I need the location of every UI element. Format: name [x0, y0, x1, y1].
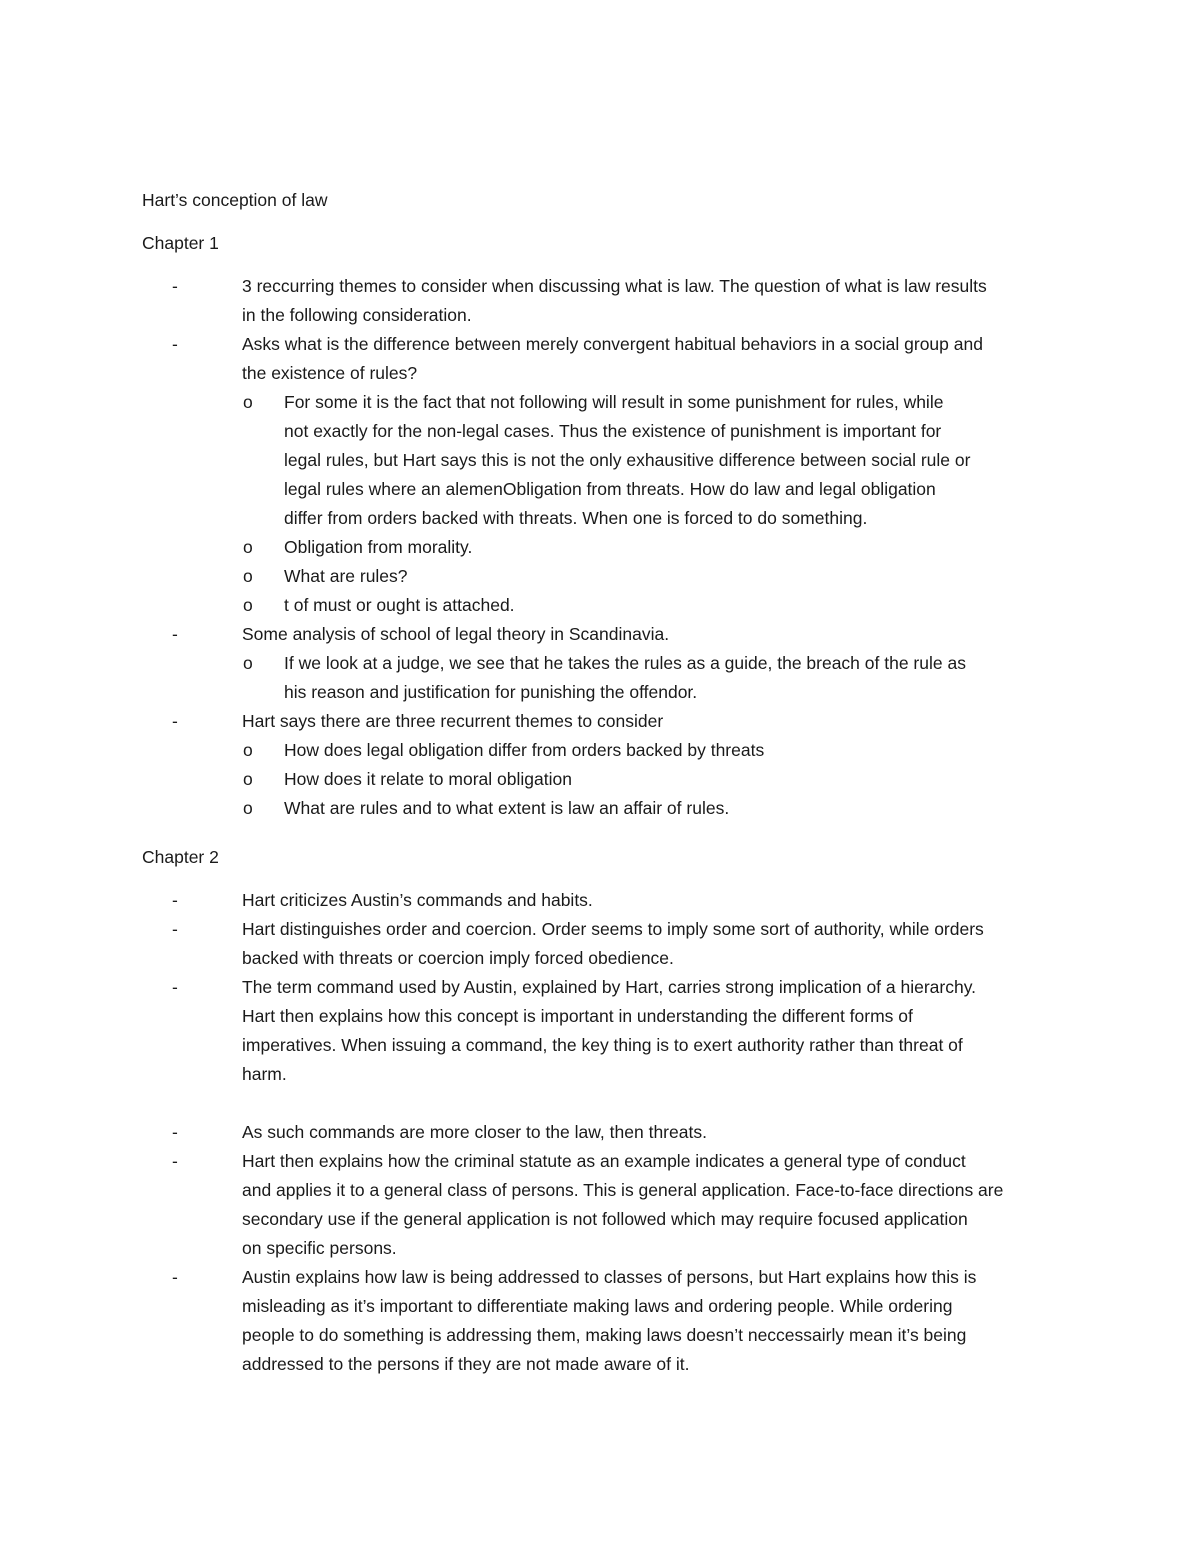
list-item-text	[242, 1118, 1072, 1147]
text-line: Hart distinguishes order and coercion. Order seems to imply some sort of authority, while orders	[242, 919, 984, 939]
text-line: Austin explains how law is being addressed to classes of persons, but Hart explains how this is	[242, 1267, 977, 1287]
bullet-dash-icon: -	[172, 919, 178, 939]
text-line: Hart then explains how the criminal statute as an example indicates a general type of conduct	[242, 1151, 966, 1171]
document-title: Hart’s conception of law	[142, 190, 328, 210]
chapter-heading: Chapter 1	[142, 233, 219, 253]
text-line: Some analysis of school of legal theory in Scandinavia.	[242, 624, 670, 644]
text-line: the existence of rules?	[242, 363, 418, 383]
list-item	[142, 915, 1072, 973]
text-line: The term command used by Austin, explained by Hart, carries strong implication of a hierarchy.	[242, 977, 977, 997]
list-item-text	[242, 272, 1072, 330]
text-line: people to do something is addressing them, making laws doesn’t neccessairly mean it’s being	[242, 1325, 967, 1345]
list-item	[142, 886, 1072, 915]
bullet-dash-icon: -	[172, 1122, 178, 1142]
text-line: As such commands are more closer to the law, then threats.	[242, 1122, 707, 1142]
list-item	[142, 1118, 1072, 1147]
text-line: legal rules, but Hart says this is not the only exhausitive difference between social rule or	[284, 450, 971, 470]
chapter-heading: Chapter 2	[142, 847, 219, 867]
text-line: How does it relate to moral obligation	[284, 769, 572, 789]
bullet-list	[142, 272, 1072, 823]
list-item-text	[242, 1263, 1072, 1379]
sub-list-item-text	[284, 649, 1072, 707]
text-line: his reason and justification for punishing the offendor.	[284, 682, 698, 702]
sub-list-item-text	[284, 562, 1072, 591]
bullet-circle-icon: o	[243, 392, 253, 412]
list-item-text	[242, 973, 1072, 1089]
text-line: t of must or ought is attached.	[284, 595, 515, 615]
text-line: imperatives. When issuing a command, the key thing is to exert authority rather than threat of	[242, 1035, 963, 1055]
document-body	[142, 186, 1072, 1399]
sub-list-item	[142, 533, 1072, 562]
sub-list-item	[142, 765, 1072, 794]
sub-list-item	[142, 794, 1072, 823]
sub-list-item-text	[284, 388, 1072, 533]
text-line: Obligation from morality.	[284, 537, 473, 557]
bullet-dash-icon: -	[172, 711, 178, 731]
text-line: misleading as it’s important to differentiate making laws and ordering people. While ordering	[242, 1296, 953, 1316]
sub-list-item-text	[284, 794, 1072, 823]
bullet-circle-icon: o	[243, 769, 253, 789]
text-line: Hart criticizes Austin’s commands and habits.	[242, 890, 593, 910]
bullet-circle-icon: o	[243, 566, 253, 586]
list-item	[142, 1263, 1072, 1379]
bullet-dash-icon: -	[172, 1267, 178, 1287]
text-line: Hart says there are three recurrent themes to consider	[242, 711, 664, 731]
bullet-circle-icon: o	[243, 740, 253, 760]
sub-list-item	[142, 736, 1072, 765]
list-item	[142, 1147, 1072, 1263]
bullet-dash-icon: -	[172, 276, 178, 296]
list-item-text	[242, 1147, 1072, 1263]
text-line: addressed to the persons if they are not made aware of it.	[242, 1354, 690, 1374]
text-line: and applies it to a general class of persons. This is general application. Face-to-face directions are	[242, 1180, 1004, 1200]
list-item	[142, 330, 1072, 388]
text-line: What are rules?	[284, 566, 408, 586]
text-line: legal rules where an alemenObligation from threats. How do law and legal obligation	[284, 479, 936, 499]
text-line: How does legal obligation differ from orders backed by threats	[284, 740, 765, 760]
bullet-circle-icon: o	[243, 653, 253, 673]
sub-list-item	[142, 649, 1072, 707]
sub-list-item-text	[284, 765, 1072, 794]
blank-line	[142, 1089, 1072, 1118]
text-line: If we look at a judge, we see that he takes the rules as a guide, the breach of the rule as	[284, 653, 966, 673]
list-item	[142, 707, 1072, 736]
list-item-text	[242, 886, 1072, 915]
bullet-list	[142, 886, 1072, 1379]
list-item	[142, 973, 1072, 1089]
list-item-text	[242, 620, 1072, 649]
bullet-dash-icon: -	[172, 624, 178, 644]
sub-list-item-text	[284, 591, 1072, 620]
text-line: harm.	[242, 1064, 287, 1084]
text-line: secondary use if the general application is not followed which may require focused application	[242, 1209, 968, 1229]
bullet-circle-icon: o	[243, 595, 253, 615]
list-item-text	[242, 330, 1072, 388]
sub-list-item	[142, 388, 1072, 533]
sub-list-item-text	[284, 736, 1072, 765]
sub-list-item	[142, 591, 1072, 620]
sub-list-item-text	[284, 533, 1072, 562]
text-line: 3 reccurring themes to consider when discussing what is law. The question of what is law results	[242, 276, 987, 296]
bullet-dash-icon: -	[172, 334, 178, 354]
bullet-circle-icon: o	[243, 798, 253, 818]
bullet-dash-icon: -	[172, 977, 178, 997]
text-line: differ from orders backed with threats. When one is forced to do something.	[284, 508, 868, 528]
bullet-dash-icon: -	[172, 890, 178, 910]
text-line: not exactly for the non-legal cases. Thus the existence of punishment is important for	[284, 421, 942, 441]
list-item	[142, 620, 1072, 649]
text-line: on specific persons.	[242, 1238, 397, 1258]
list-item-text	[242, 707, 1072, 736]
sub-list-item	[142, 562, 1072, 591]
bullet-dash-icon: -	[172, 1151, 178, 1171]
list-item	[142, 272, 1072, 330]
text-line: Hart then explains how this concept is important in understanding the different forms of	[242, 1006, 913, 1026]
text-line: in the following consideration.	[242, 305, 472, 325]
list-item-text	[242, 915, 1072, 973]
text-line: What are rules and to what extent is law an affair of rules.	[284, 798, 730, 818]
bullet-circle-icon: o	[243, 537, 253, 557]
text-line: For some it is the fact that not following will result in some punishment for rules, while	[284, 392, 944, 412]
text-line: Asks what is the difference between merely convergent habitual behaviors in a social group and	[242, 334, 983, 354]
text-line: backed with threats or coercion imply forced obedience.	[242, 948, 674, 968]
